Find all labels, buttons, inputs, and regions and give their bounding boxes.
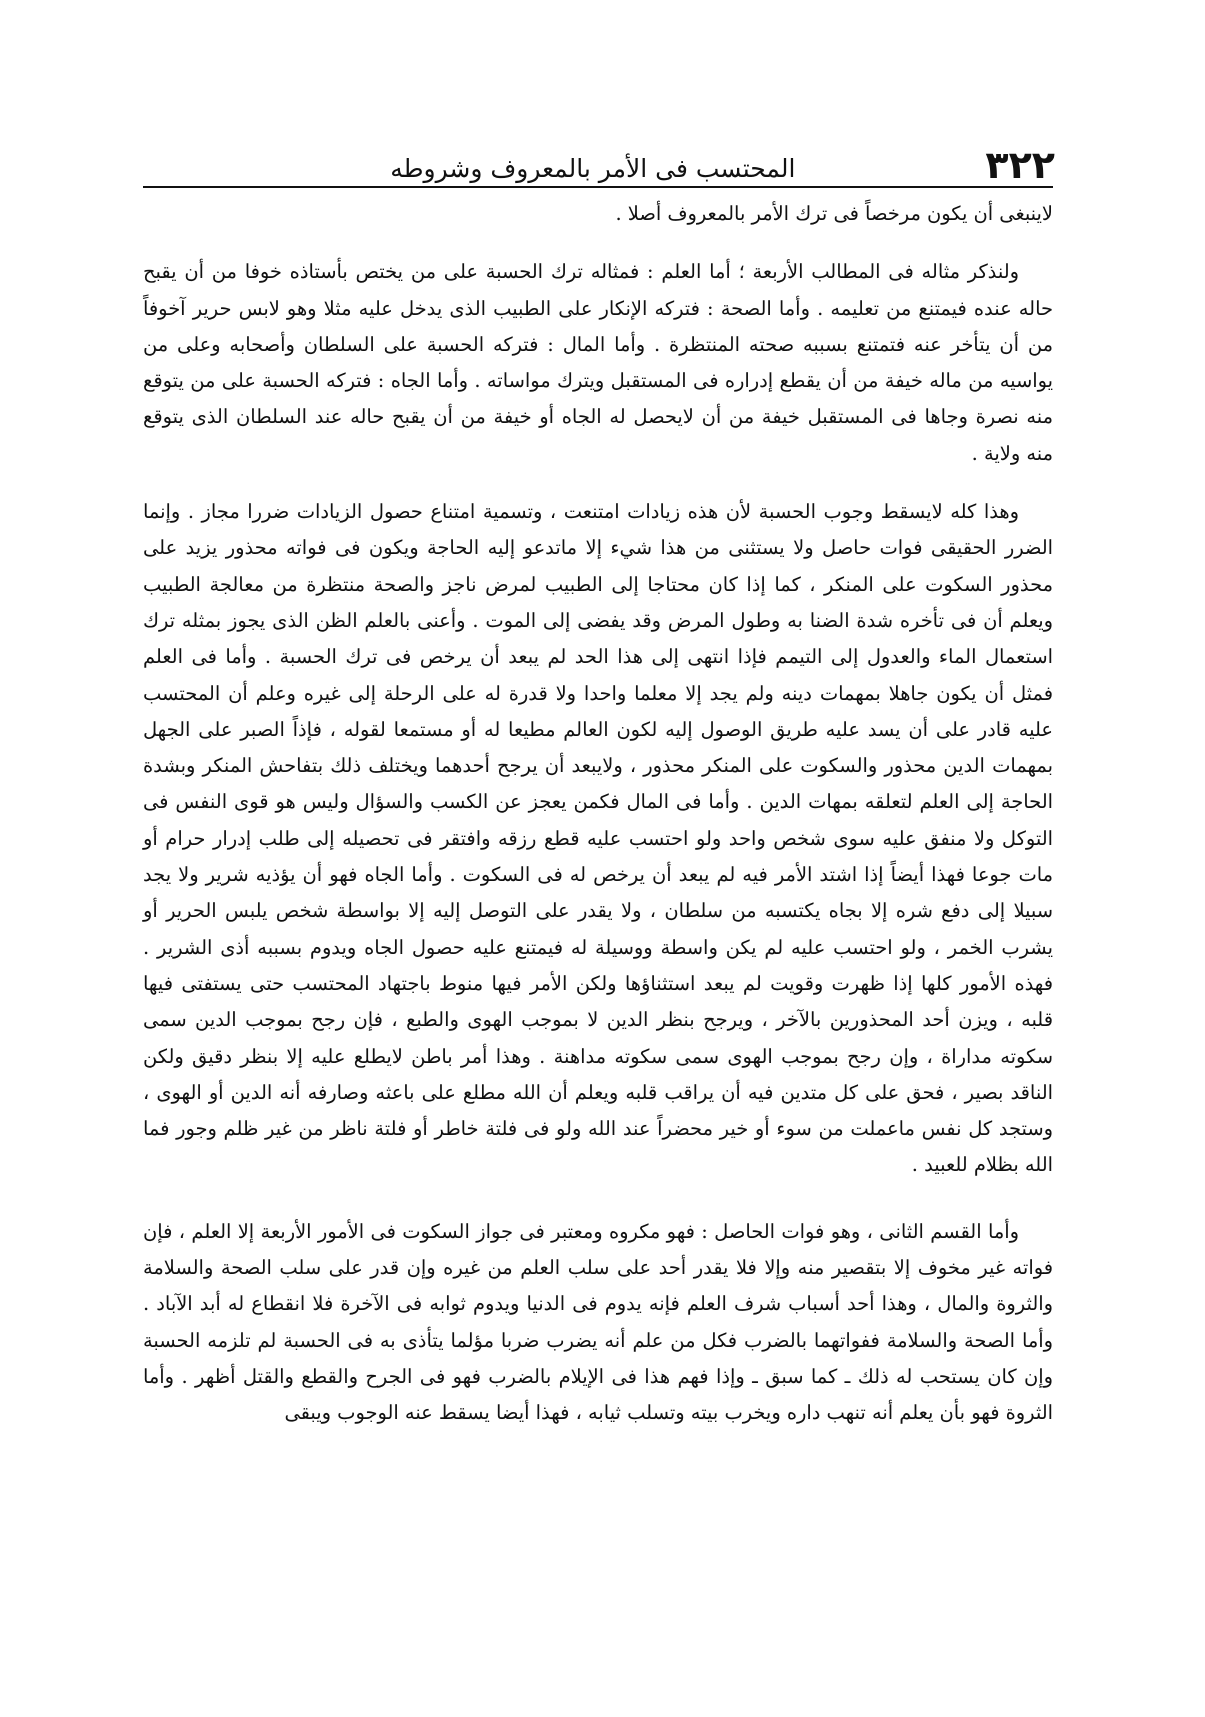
running-title: المحتسب فى الأمر بالمعروف وشروطه <box>390 154 796 183</box>
paragraph-actual-harm: وهذا كله لايسقط وجوب الحسبة لأن هذه زيادات امتنعت ، وتسمية امتناع حصول الزيادات ضررا مجاز . وإنما الضرر الحقيقى فوات حاصل ولا يستثنى من هذا شيء إلا ماتدعو إليه الحاجة ويكون فى فواته محذور يزيد على محذور السكوت على المنكر ، كما إذا كان محتاجا إلى الطبيب لمرض ناجز والصحة منتظرة من معالجة الطبيب ويعلم أن فى تأخره شدة الضنا به وطول المرض وقد يفضى إلى الموت . وأعنى بالعلم الظن الذى يجوز بمثله ترك استعمال الماء والعدول إلى التيمم فإذا انتهى إلى هذا الحد لم يبعد أن يرخص فى ترك الحسبة . وأما فى العلم فمثل أن يكون جاهلا بمهمات دينه ولم يجد إلا معلما واحدا ولا قدرة له على الرحلة إلى غيره وعلم أن المحتسب عليه قادر على أن يسد عليه طريق الوصول إليه لكون العالم مطيعا له أو مستمعا لقوله ، فإذاً الصبر على الجهل بمهمات الدين محذور والسكوت على المنكر محذور ، ولايبعد أن يرجح أحدهما ويختلف ذلك بتفاحش المنكر وبشدة الحاجة إلى العلم لتعلقه بمهات الدين . وأما فى المال فكمن يعجز عن الكسب والسؤال وليس هو قوى النفس فى التوكل ولا منفق عليه سوى شخص واحد ولو احتسب عليه قطع رزقه وافتقر فى تحصيله إلى طلب إدرار حرام أو مات جوعا فهذا أيضاً إذا اشتد الأمر فيه لم يبعد أن يرخص له فى السكوت . وأما الجاه فهو أن يؤذيه شرير ولا يجد سبيلا إلى دفع شره إلا بجاه يكتسبه من سلطان ، ولا يقدر على التوصل إليه إلا بواسطة شخص يلبس الحرير أو يشرب الخمر ، ولو احتسب عليه لم يكن واسطة ووسيلة له فيمتنع عليه حصول الجاه ويدوم بسببه أذى الشرير . فهذه الأمور كلها إذا ظهرت وقويت لم يبعد استثناؤها ولكن الأمر فيها منوط باجتهاد المحتسب حتى يستفتى فيها قلبه ، ويزن أحد المحذورين بالآخر ، ويرجح بنظر الدين لا بموجب الهوى والطبع ، فإن رجح بموجب الدين سمى سكوته مداراة ، وإن رجح بموجب الهوى سمى سكوته مداهنة . وهذا أمر باطن لايطلع عليه إلا بنظر دقيق ولكن الناقد بصير ، فحق على كل متدين فيه أن يراقب قلبه ويعلم أن الله مطلع على باعثه وصارفه أنه الدين أو الهوى ، وستجد كل نفس ماعملت من سوء أو خير محضراً عند الله ولو فى فلتة خاطر أو فلتة ناظر من غير ظلم وجور فما الله بظلام للعبيد . <box>143 500 1053 1177</box>
paragraph-second-section: وأما القسم الثانى ، وهو فوات الحاصل : فهو مكروه ومعتبر فى جواز السكوت فى الأمور الأربعة إلا العلم ، فإن فواته غير مخوف إلا بتقصير منه وإلا فلا يقدر أحد على سلب العلم من غيره وإن قدر على سلب الصحة والسلامة والثروة والمال ، وهذا أحد أسباب شرف العلم فإنه يدوم فى الدنيا ويدوم ثوابه فى الآخرة فلا انقطاع له أبد الآباد . وأما الصحة والسلامة ففواتهما بالضرب فكل من علم أنه يضرب ضربا مؤلما يتأذى به فى الحسبة لم تلزمه الحسبة وإن كان يستحب له ذلك ـ كما سبق ـ وإذا فهم هذا فى الإيلام بالضرب فهو فى الجرح والقطع والقتل أظهر . وأما الثروة فهو بأن يعلم أنه تنهب داره ويخرب بيته وتسلب ثيابه ، فهذا أيضا يسقط عنه الوجوب ويبقى <box>143 1219 1053 1425</box>
page-body <box>143 196 1053 1432</box>
page-number: ٣٢٢ <box>985 143 1055 187</box>
paragraph-four-demands: ولنذكر مثاله فى المطالب الأربعة ؛ أما العلم : فمثاله ترك الحسبة على من يختص بأستاذه خوفا من أن يقبح حاله عنده فيمتنع من تعليمه . وأما الصحة : فتركه الإنكار على الطبيب الذى يدخل عليه مثلا وهو لابس حرير آخوفاً من أن يتأخر عنه فتمتنع بسببه صحته المنتظرة . وأما المال : فتركه الحسبة على السلطان وأصحابه وعلى من يواسيه من ماله خيفة من أن يقطع إدراره فى المستقبل ويترك مواساته . وأما الجاه : فتركه الحسبة على من يتوقع منه نصرة وجاها فى المستقبل خيفة من أن لايحصل له الجاه أو خيفة من أن يقبح حاله عند السلطان الذى يتوقع منه ولاية . <box>143 260 1053 465</box>
paragraph-continuation: لاينبغى أن يكون مرخصاً فى ترك الأمر بالمعروف أصلا . <box>615 202 1053 225</box>
page-header <box>143 132 1055 187</box>
header-rule <box>143 186 1053 188</box>
